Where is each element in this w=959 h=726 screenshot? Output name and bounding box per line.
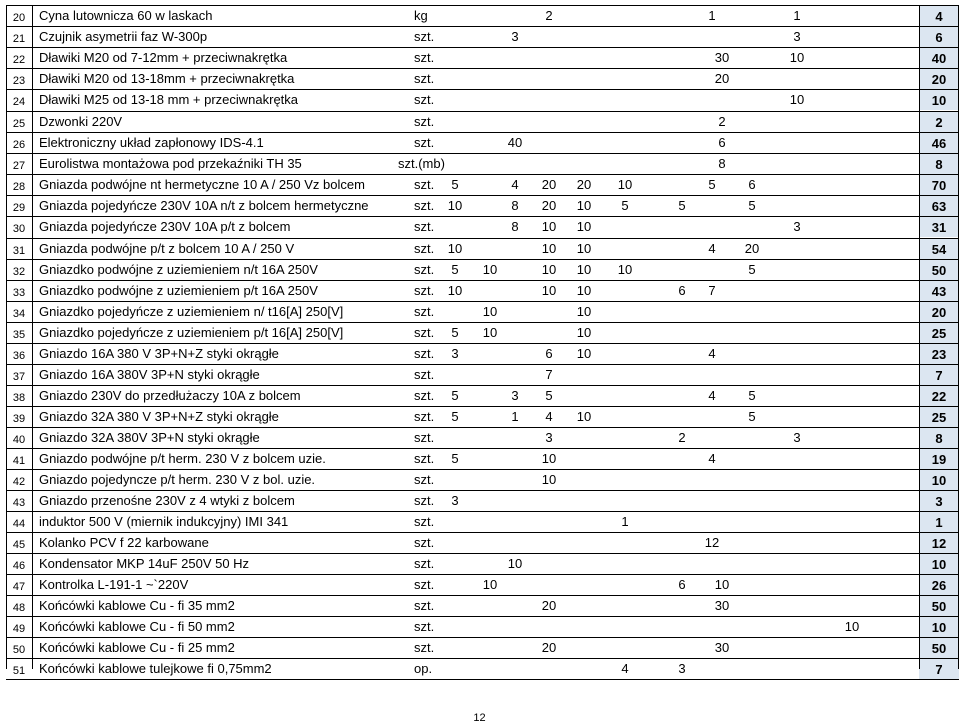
table-row <box>6 132 959 153</box>
quantity-cell: 20 <box>541 598 557 613</box>
grid-line <box>32 5 33 669</box>
item-name: Gniazdo 230V do przedłużaczy 10A z bolcem <box>39 388 301 403</box>
item-unit: szt. <box>414 388 435 403</box>
quantity-cell: 6 <box>678 283 686 298</box>
quantity-cell: 1 <box>621 514 629 529</box>
row-number: 28 <box>12 181 26 193</box>
grid-line <box>6 5 7 669</box>
item-unit: szt. <box>414 346 435 361</box>
row-number: 49 <box>12 623 26 635</box>
row-number: 27 <box>12 160 26 172</box>
item-name: Kondensator MKP 14uF 250V 50 Hz <box>39 556 250 571</box>
quantity-cell: 3 <box>545 430 553 445</box>
table-row <box>6 364 959 385</box>
total-cell: 50 <box>919 260 959 280</box>
quantity-cell: 3 <box>793 219 801 234</box>
total-cell: 25 <box>919 407 959 427</box>
quantity-cell: 10 <box>447 198 463 213</box>
quantity-cell: 10 <box>541 262 557 277</box>
quantity-cell: 3 <box>451 493 459 508</box>
row-number: 30 <box>12 223 26 235</box>
total-cell: 46 <box>919 133 959 153</box>
quantity-cell: 3 <box>793 430 801 445</box>
item-name: Gniazda pojedyńcze 230V 10A p/t z bolcem <box>39 219 291 234</box>
quantity-cell: 1 <box>793 8 801 23</box>
row-number: 47 <box>12 581 26 593</box>
item-unit: szt. <box>414 367 435 382</box>
row-number: 34 <box>12 308 26 320</box>
table-row <box>6 553 959 574</box>
item-unit: szt. <box>414 198 435 213</box>
row-number: 36 <box>12 350 26 362</box>
table-row <box>6 427 959 448</box>
table-row <box>6 322 959 343</box>
table-row <box>6 89 959 110</box>
item-name: Gniazdo podwójne p/t herm. 230 V z bolcem uzie. <box>39 451 326 466</box>
quantity-cell: 1 <box>708 8 716 23</box>
item-name: Dławiki M20 od 7-12mm + przeciwnakrętka <box>39 50 288 65</box>
table-row <box>6 280 959 301</box>
total-cell: 2 <box>919 112 959 132</box>
quantity-cell: 2 <box>545 8 553 23</box>
quantity-cell: 8 <box>718 156 726 171</box>
table-row <box>6 47 959 68</box>
row-number: 26 <box>12 139 26 151</box>
item-unit: szt. <box>414 598 435 613</box>
item-name: induktor 500 V (miernik indukcyjny) IMI 341 <box>39 514 289 529</box>
row-number: 23 <box>12 75 26 87</box>
quantity-cell: 10 <box>447 241 463 256</box>
quantity-cell: 30 <box>714 640 730 655</box>
quantity-cell: 4 <box>708 451 716 466</box>
quantity-cell: 10 <box>482 325 498 340</box>
table-row <box>6 195 959 216</box>
table-row <box>6 616 959 637</box>
row-number: 22 <box>12 54 26 66</box>
item-unit: op. <box>414 661 433 676</box>
quantity-cell: 5 <box>748 388 756 403</box>
row-number: 46 <box>12 560 26 572</box>
item-name: Dławiki M25 od 13-18 mm + przeciwnakrętka <box>39 92 299 107</box>
quantity-cell: 6 <box>545 346 553 361</box>
quantity-cell: 10 <box>576 304 592 319</box>
quantity-cell: 10 <box>789 50 805 65</box>
item-unit: szt. <box>414 409 435 424</box>
item-unit: szt. <box>414 219 435 234</box>
item-unit: szt. <box>414 325 435 340</box>
row-number: 39 <box>12 413 26 425</box>
table-row <box>6 301 959 322</box>
total-cell: 1 <box>919 512 959 532</box>
table-row <box>6 574 959 595</box>
table-row <box>6 490 959 511</box>
row-number: 25 <box>12 118 26 130</box>
item-unit: szt. <box>414 71 435 86</box>
row-number: 45 <box>12 539 26 551</box>
quantity-cell: 10 <box>576 219 592 234</box>
row-number: 41 <box>12 455 26 467</box>
quantity-cell: 10 <box>447 283 463 298</box>
quantity-cell: 4 <box>708 346 716 361</box>
quantity-cell: 5 <box>748 262 756 277</box>
quantity-cell: 7 <box>545 367 553 382</box>
row-number: 42 <box>12 476 26 488</box>
total-cell: 31 <box>919 217 959 237</box>
quantity-cell: 6 <box>678 577 686 592</box>
total-cell: 10 <box>919 90 959 110</box>
row-number: 20 <box>12 12 26 24</box>
row-number: 37 <box>12 371 26 383</box>
row-number: 31 <box>12 245 26 257</box>
row-number: 48 <box>12 602 26 614</box>
quantity-cell: 5 <box>708 177 716 192</box>
quantity-cell: 5 <box>451 409 459 424</box>
total-cell: 20 <box>919 69 959 89</box>
row-number: 35 <box>12 329 26 341</box>
quantity-cell: 10 <box>541 283 557 298</box>
item-unit: szt. <box>414 50 435 65</box>
table-row <box>6 637 959 658</box>
item-name: Eurolistwa montażowa pod przekaźniki TH 35 <box>39 156 302 171</box>
quantity-cell: 10 <box>617 177 633 192</box>
item-name: Gniazdo pojedyncze p/t herm. 230 V z bol. uzie. <box>39 472 316 487</box>
table-row <box>6 469 959 490</box>
quantity-cell: 4 <box>621 661 629 676</box>
total-cell: 40 <box>919 48 959 68</box>
item-unit: szt. <box>414 304 435 319</box>
quantity-cell: 10 <box>576 262 592 277</box>
quantity-cell: 3 <box>678 661 686 676</box>
row-number: 33 <box>12 287 26 299</box>
total-cell: 19 <box>919 449 959 469</box>
item-name: Gniazdko podwójne z uziemieniem p/t 16A 250V <box>39 283 318 298</box>
quantity-cell: 20 <box>541 198 557 213</box>
table-row <box>6 385 959 406</box>
row-number: 51 <box>12 665 26 677</box>
item-unit: szt. <box>414 535 435 550</box>
item-unit: szt. <box>414 283 435 298</box>
item-unit: szt. <box>414 472 435 487</box>
item-name: Gniazdko podwójne z uziemieniem n/t 16A 250V <box>39 262 318 277</box>
item-name: Gniazdo 32A 380 V 3P+N+Z styki okrągłe <box>39 409 279 424</box>
quantity-cell: 4 <box>708 241 716 256</box>
total-cell: 25 <box>919 323 959 343</box>
item-name: Końcówki kablowe Cu - fi 50 mm2 <box>39 619 235 634</box>
page-number: 12 <box>473 712 486 724</box>
item-unit: szt. <box>414 29 435 44</box>
total-cell: 54 <box>919 239 959 259</box>
quantity-cell: 10 <box>482 304 498 319</box>
quantity-cell: 20 <box>744 241 760 256</box>
item-name: Gniazdo przenośne 230V z 4 wtyki z bolcem <box>39 493 295 508</box>
total-cell: 63 <box>919 196 959 216</box>
row-number: 44 <box>12 518 26 530</box>
item-name: Gniazdo 16A 380V 3P+N styki okrągłe <box>39 367 260 382</box>
quantity-cell: 5 <box>748 409 756 424</box>
quantity-cell: 10 <box>576 283 592 298</box>
quantity-cell: 20 <box>714 71 730 86</box>
table-row <box>6 406 959 427</box>
quantity-cell: 8 <box>511 219 519 234</box>
item-unit: szt. <box>414 493 435 508</box>
quantity-cell: 30 <box>714 598 730 613</box>
total-cell: 10 <box>919 470 959 490</box>
total-cell: 10 <box>919 617 959 637</box>
quantity-cell: 10 <box>541 451 557 466</box>
quantity-cell: 3 <box>793 29 801 44</box>
row-number: 50 <box>12 644 26 656</box>
item-name: Końcówki kablowe tulejkowe fi 0,75mm2 <box>39 661 272 676</box>
item-unit: szt. <box>414 114 435 129</box>
item-name: Cyna lutownicza 60 w laskach <box>39 8 213 23</box>
row-number: 32 <box>12 266 26 278</box>
item-unit: szt. <box>414 556 435 571</box>
table-row <box>6 216 959 237</box>
item-unit: szt. <box>414 430 435 445</box>
quantity-cell: 7 <box>708 283 716 298</box>
total-cell: 8 <box>919 154 959 174</box>
quantity-cell: 10 <box>576 241 592 256</box>
total-cell: 50 <box>919 638 959 658</box>
quantity-cell: 5 <box>451 262 459 277</box>
item-unit: szt. <box>414 262 435 277</box>
table-row <box>6 448 959 469</box>
quantity-cell: 3 <box>511 29 519 44</box>
total-cell: 22 <box>919 386 959 406</box>
table-row <box>6 174 959 195</box>
quantity-cell: 5 <box>545 388 553 403</box>
item-unit: szt. <box>414 619 435 634</box>
item-name: Kolanko PCV f 22 karbowane <box>39 535 209 550</box>
item-name: Gniazda podwójne nt hermetyczne 10 A / 250 Vz bolcem <box>39 177 365 192</box>
item-unit: szt. <box>414 640 435 655</box>
quantity-cell: 30 <box>714 50 730 65</box>
total-cell: 4 <box>919 6 959 26</box>
total-cell: 10 <box>919 554 959 574</box>
item-name: Gniazdko pojedyńcze z uziemieniem n/ t16[A] 250[V] <box>39 304 344 319</box>
quantity-cell: 12 <box>704 535 720 550</box>
quantity-cell: 10 <box>507 556 523 571</box>
quantity-cell: 2 <box>718 114 726 129</box>
total-cell: 70 <box>919 175 959 195</box>
table-row <box>6 595 959 616</box>
item-unit: szt. <box>414 577 435 592</box>
table-row <box>6 238 959 259</box>
item-unit: kg <box>414 8 428 23</box>
item-name: Czujnik asymetrii faz W-300p <box>39 29 208 44</box>
table-row <box>6 511 959 532</box>
quantity-cell: 10 <box>541 472 557 487</box>
table-row <box>6 658 959 680</box>
quantity-cell: 5 <box>451 325 459 340</box>
quantity-cell: 4 <box>708 388 716 403</box>
quantity-cell: 10 <box>541 241 557 256</box>
row-number: 29 <box>12 202 26 214</box>
quantity-cell: 8 <box>511 198 519 213</box>
quantity-cell: 10 <box>541 219 557 234</box>
total-cell: 7 <box>919 659 959 679</box>
total-cell: 50 <box>919 596 959 616</box>
item-unit: szt. <box>414 514 435 529</box>
table-row <box>6 5 959 26</box>
quantity-cell: 4 <box>545 409 553 424</box>
item-unit: szt. <box>414 451 435 466</box>
table-row <box>6 111 959 132</box>
quantity-cell: 6 <box>718 135 726 150</box>
quantity-cell: 20 <box>541 640 557 655</box>
total-cell: 20 <box>919 302 959 322</box>
quantity-cell: 1 <box>511 409 519 424</box>
quantity-cell: 10 <box>576 198 592 213</box>
table-row <box>6 68 959 89</box>
item-name: Dzwonki 220V <box>39 114 123 129</box>
item-unit: szt. <box>414 241 435 256</box>
table-row <box>6 532 959 553</box>
table-row <box>6 343 959 364</box>
item-name: Końcówki kablowe Cu - fi 25 mm2 <box>39 640 235 655</box>
item-unit: szt.(mb) <box>398 156 445 171</box>
item-name: Kontrolka L-191-1 ~`220V <box>39 577 189 592</box>
quantity-cell: 20 <box>576 177 592 192</box>
quantity-cell: 4 <box>511 177 519 192</box>
item-name: Końcówki kablowe Cu - fi 35 mm2 <box>39 598 235 613</box>
total-cell: 12 <box>919 533 959 553</box>
quantity-cell: 5 <box>748 198 756 213</box>
item-name: Gniazdko pojedyńcze z uziemieniem p/t 16[A] 250[V] <box>39 325 344 340</box>
row-number: 24 <box>12 96 26 108</box>
row-number: 40 <box>12 434 26 446</box>
quantity-cell: 10 <box>844 619 860 634</box>
quantity-cell: 20 <box>541 177 557 192</box>
quantity-cell: 5 <box>451 388 459 403</box>
quantity-cell: 10 <box>789 92 805 107</box>
materials-table <box>6 5 959 677</box>
quantity-cell: 10 <box>714 577 730 592</box>
quantity-cell: 10 <box>576 325 592 340</box>
total-cell: 3 <box>919 491 959 511</box>
quantity-cell: 5 <box>678 198 686 213</box>
item-name: Gniazdo 32A 380V 3P+N styki okrągłe <box>39 430 260 445</box>
quantity-cell: 5 <box>451 177 459 192</box>
quantity-cell: 10 <box>482 262 498 277</box>
row-number: 21 <box>12 33 26 45</box>
quantity-cell: 10 <box>576 346 592 361</box>
total-cell: 26 <box>919 575 959 595</box>
total-cell: 8 <box>919 428 959 448</box>
total-cell: 23 <box>919 344 959 364</box>
quantity-cell: 3 <box>451 346 459 361</box>
item-name: Gniazda podwójne p/t z bolcem 10 A / 250 V <box>39 241 295 256</box>
item-unit: szt. <box>414 92 435 107</box>
total-cell: 7 <box>919 365 959 385</box>
item-unit: szt. <box>414 135 435 150</box>
item-name: Gniazda pojedyńcze 230V 10A n/t z bolcem hermetyczne <box>39 198 369 213</box>
item-unit: szt. <box>414 177 435 192</box>
table-row <box>6 26 959 47</box>
item-name: Elektroniczny układ zapłonowy IDS-4.1 <box>39 135 264 150</box>
quantity-cell: 6 <box>748 177 756 192</box>
quantity-cell: 2 <box>678 430 686 445</box>
item-name: Dławiki M20 od 13-18mm + przeciwnakrętka <box>39 71 295 86</box>
quantity-cell: 3 <box>511 388 519 403</box>
item-name: Gniazdo 16A 380 V 3P+N+Z styki okrągłe <box>39 346 279 361</box>
quantity-cell: 5 <box>621 198 629 213</box>
row-number: 38 <box>12 392 26 404</box>
total-cell: 43 <box>919 281 959 301</box>
grid-line <box>919 5 920 669</box>
quantity-cell: 40 <box>507 135 523 150</box>
quantity-cell: 10 <box>576 409 592 424</box>
quantity-cell: 10 <box>617 262 633 277</box>
quantity-cell: 5 <box>451 451 459 466</box>
quantity-cell: 10 <box>482 577 498 592</box>
row-number: 43 <box>12 497 26 509</box>
total-cell: 6 <box>919 27 959 47</box>
table-row <box>6 259 959 280</box>
table-row <box>6 153 959 174</box>
